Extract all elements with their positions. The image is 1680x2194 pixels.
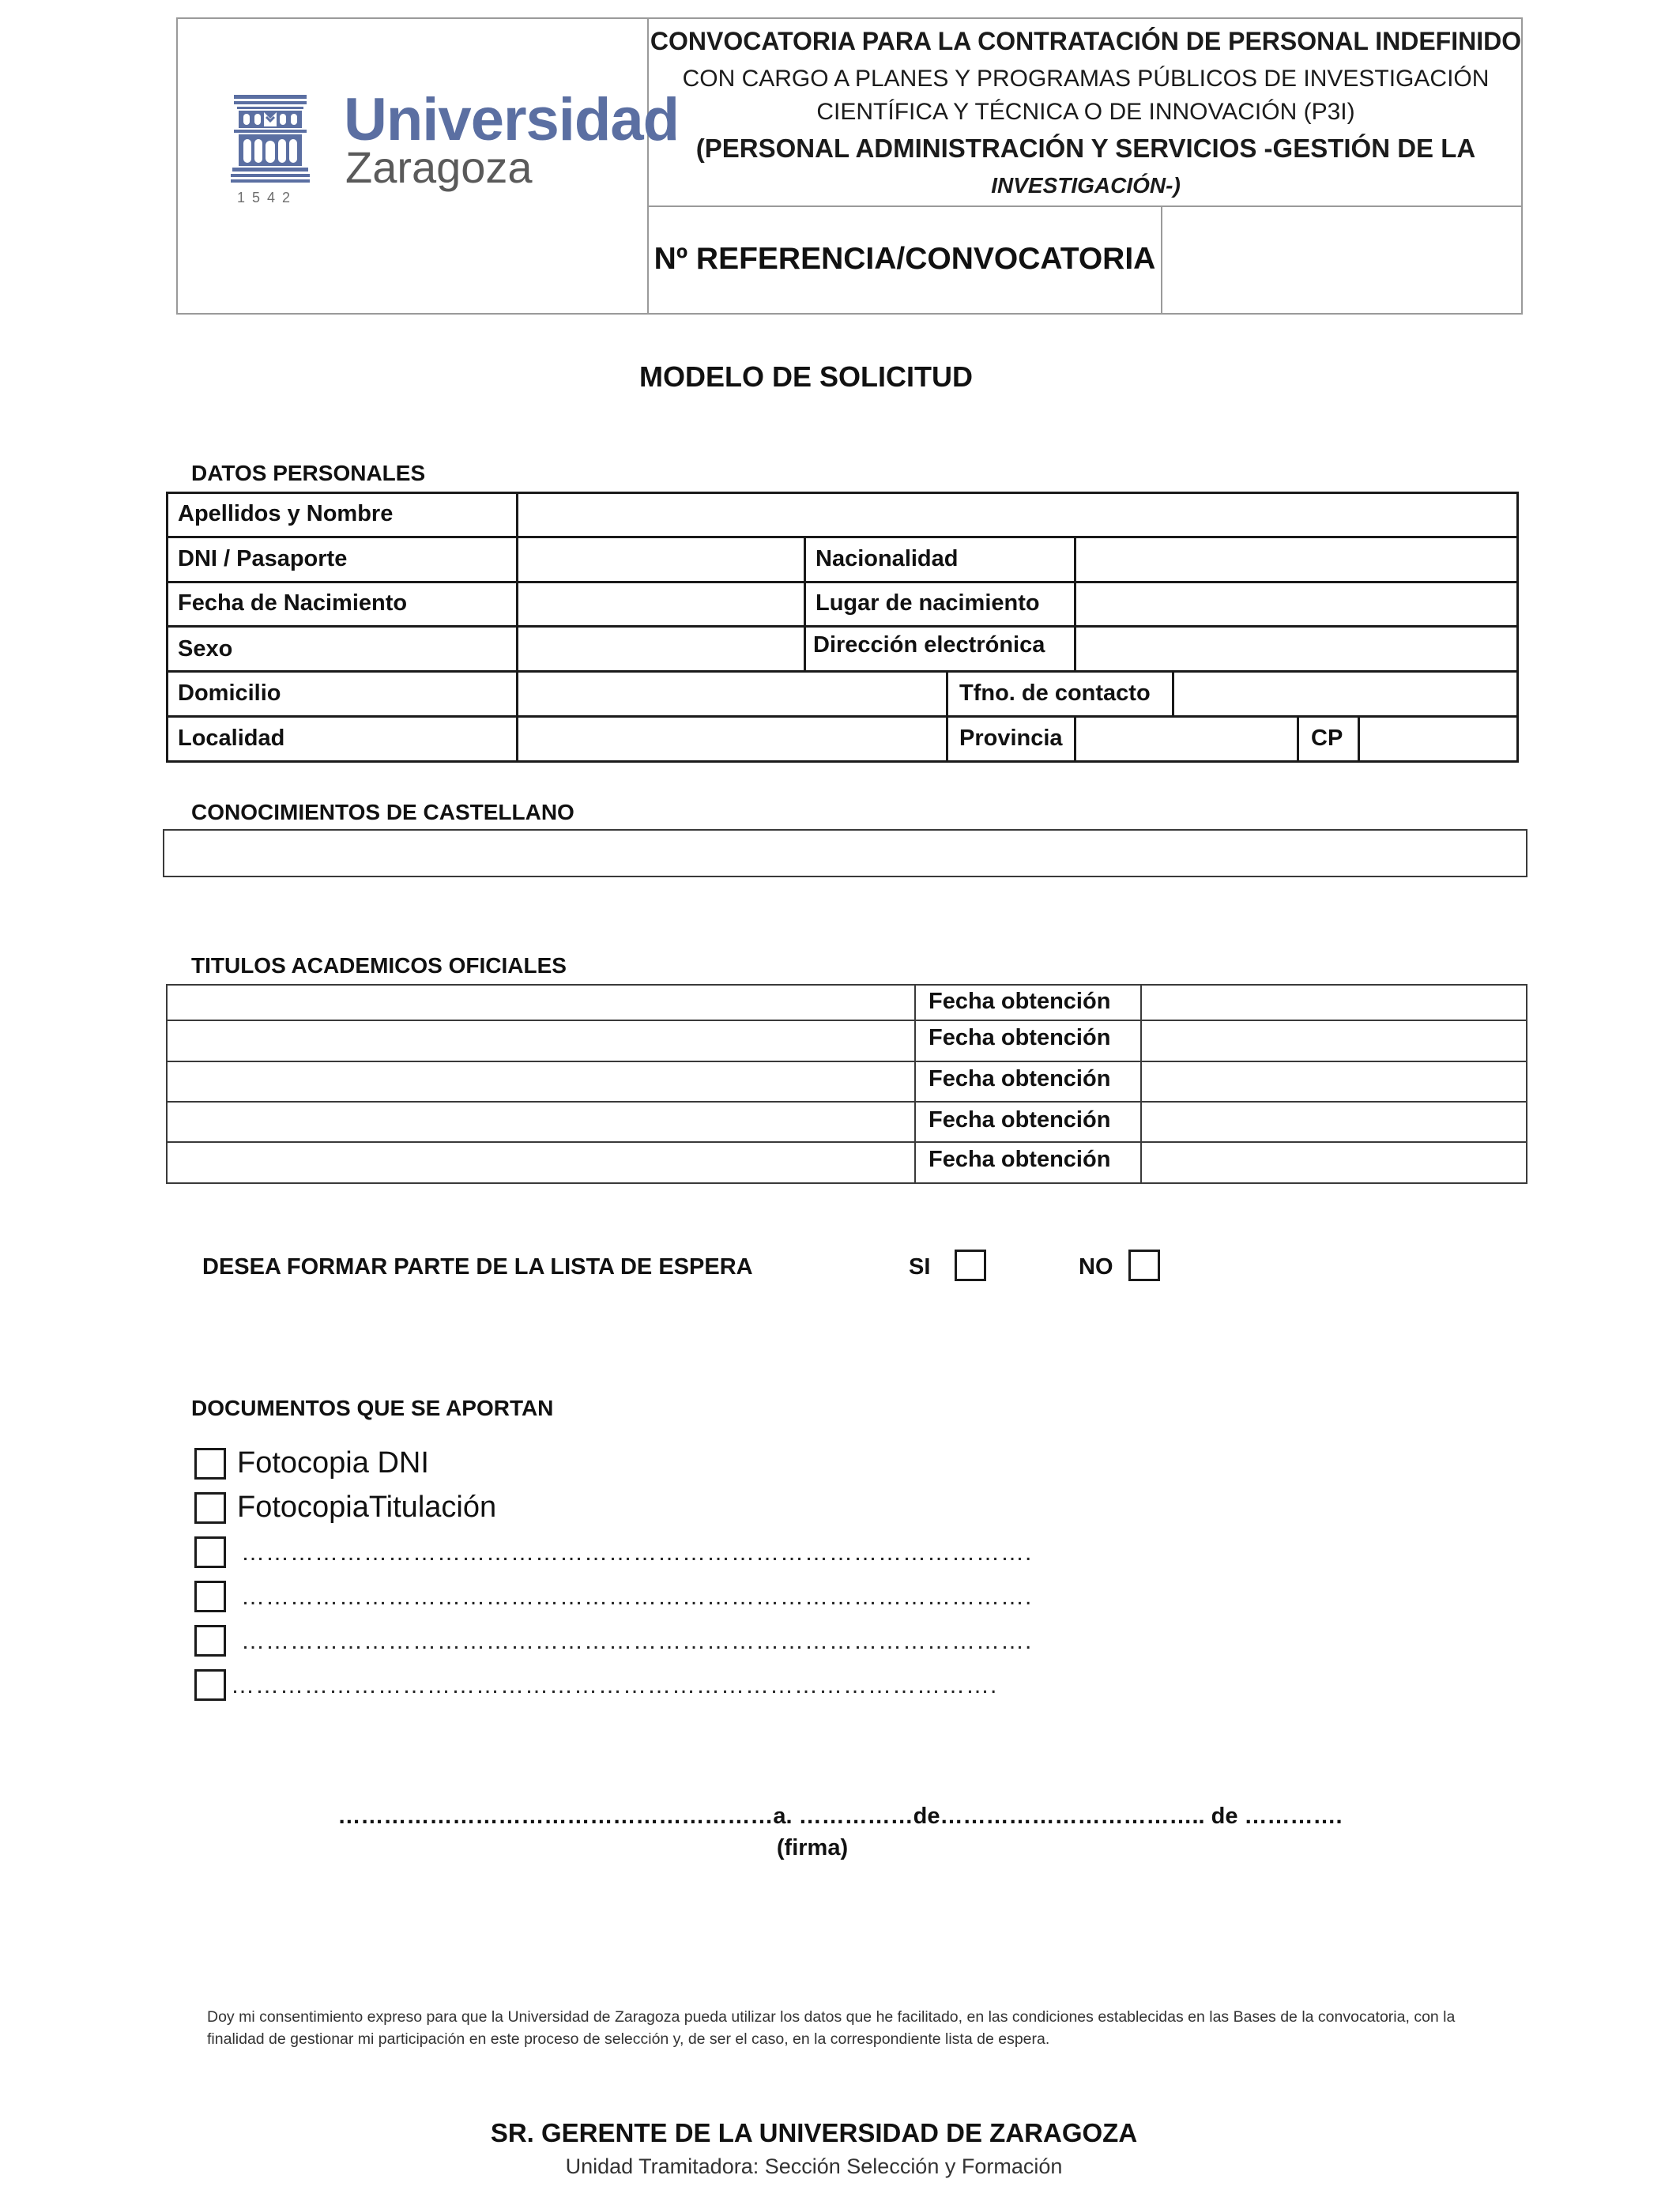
section-personal-data: DATOS PERSONALES — [191, 461, 426, 485]
titulo-fecha-input[interactable] — [1142, 986, 1526, 1020]
header-title-line-5: INVESTIGACIÓN-) — [991, 173, 1181, 198]
label-provincia: Provincia — [959, 726, 1063, 751]
label-localidad: Localidad — [178, 726, 285, 751]
titulo-fecha-label: Fecha obtención — [929, 989, 1111, 1014]
doc-other-blank[interactable]: …………………………………………………………………………………. — [231, 1672, 998, 1698]
label-email: Dirección electrónica — [813, 632, 1045, 658]
consent-text: Doy mi consentimiento expreso para que la Universidad de Zaragoza pueda utilizar los datos que he facilitado, en las condiciones establecidas en las Bases de la convocatoria, con la finalidad de gestionar mi participación en este proceso de selección y, de ser el caso, en la correspondiente lista de espera. — [207, 2008, 1456, 2048]
signature-label: (firma) — [776, 1835, 849, 1860]
header-title-line-2: CON CARGO A PLANES Y PROGRAMAS PÚBLICOS DE INVESTIGACIÓN — [682, 66, 1490, 92]
email-input[interactable] — [1076, 628, 1516, 670]
fecha-nacimiento-input[interactable] — [518, 583, 804, 625]
lugar-nacimiento-input[interactable] — [1076, 583, 1516, 625]
waiting-list-no-checkbox[interactable] — [1128, 1250, 1160, 1281]
titulo-input[interactable] — [168, 1062, 914, 1101]
signature-dateline[interactable]: …………………………………………………a. ……………de…………………………….. de …………. — [337, 1804, 1343, 1829]
reference-label: Nº REFERENCIA/CONVOCATORIA — [654, 242, 1156, 276]
titulo-fecha-input[interactable] — [1142, 1062, 1526, 1101]
doc-dni-label: Fotocopia DNI — [237, 1446, 429, 1480]
processing-unit: Unidad Tramitadora: Sección Selección y Formación — [565, 2154, 1063, 2178]
label-cp: CP — [1311, 726, 1343, 751]
university-emblem-icon — [231, 95, 310, 190]
logo-university-word: Universidad — [344, 86, 680, 153]
titulo-input[interactable] — [168, 1143, 914, 1182]
titulo-fecha-label: Fecha obtención — [929, 1025, 1111, 1050]
label-fecha-nacimiento: Fecha de Nacimiento — [178, 590, 408, 616]
doc-dni-checkbox[interactable] — [194, 1448, 226, 1480]
label-sexo: Sexo — [178, 636, 233, 662]
logo-year: 1542 — [237, 190, 298, 205]
page-title: MODELO DE SOLICITUD — [639, 360, 973, 393]
localidad-input[interactable] — [518, 718, 946, 760]
doc-other-blank[interactable]: ……………………………………………………………………………………. — [241, 1628, 1033, 1654]
titulo-fecha-label: Fecha obtención — [929, 1066, 1111, 1091]
logo-city-word: Zaragoza — [345, 142, 533, 192]
header-title-line-4: (PERSONAL ADMINISTRACIÓN Y SERVICIOS -GESTIÓN DE LA — [695, 134, 1476, 163]
titulo-input[interactable] — [168, 986, 914, 1020]
addressee: SR. GERENTE DE LA UNIVERSIDAD DE ZARAGOZA — [490, 2118, 1138, 2147]
reference-divider — [1161, 206, 1162, 315]
reference-input[interactable] — [1163, 207, 1520, 313]
dni-input[interactable] — [518, 538, 804, 581]
apellidos-input[interactable] — [518, 494, 1516, 536]
cp-input[interactable] — [1360, 718, 1516, 760]
castellano-input[interactable] — [163, 829, 1527, 877]
titulo-input[interactable] — [168, 1103, 914, 1141]
telefono-input[interactable] — [1174, 673, 1516, 715]
titulo-fecha-label: Fecha obtención — [929, 1107, 1111, 1133]
titulo-input[interactable] — [168, 1021, 914, 1061]
titulo-fecha-input[interactable] — [1142, 1103, 1526, 1141]
label-domicilio: Domicilio — [178, 680, 281, 706]
doc-other-checkbox[interactable] — [194, 1581, 226, 1612]
doc-other-checkbox[interactable] — [194, 1536, 226, 1568]
titulo-fecha-label: Fecha obtención — [929, 1147, 1111, 1172]
titulo-fecha-input[interactable] — [1142, 1143, 1526, 1182]
sexo-input[interactable] — [518, 628, 804, 670]
label-nacionalidad: Nacionalidad — [816, 546, 959, 571]
doc-other-blank[interactable]: ……………………………………………………………………………………. — [241, 1584, 1033, 1610]
label-telefono: Tfno. de contacto — [959, 680, 1151, 706]
section-documentos: DOCUMENTOS QUE SE APORTAN — [191, 1396, 554, 1420]
waiting-list-si-label: SI — [909, 1254, 931, 1280]
label-apellidos: Apellidos y Nombre — [178, 501, 394, 526]
waiting-list-no-label: NO — [1079, 1254, 1113, 1280]
label-dni: DNI / Pasaporte — [178, 546, 348, 571]
header-title-line-1: CONVOCATORIA PARA LA CONTRATACIÓN DE PERSONAL INDEFINIDO — [650, 27, 1522, 55]
section-castellano: CONOCIMIENTOS DE CASTELLANO — [191, 800, 574, 824]
header-title-line-3: CIENTÍFICA Y TÉCNICA O DE INNOVACIÓN (P3I) — [816, 99, 1355, 125]
doc-other-checkbox[interactable] — [194, 1625, 226, 1657]
doc-other-blank[interactable]: ……………………………………………………………………………………. — [241, 1540, 1033, 1566]
nacionalidad-input[interactable] — [1076, 538, 1516, 581]
doc-other-checkbox[interactable] — [194, 1669, 226, 1701]
section-titulos: TITULOS ACADEMICOS OFICIALES — [191, 953, 567, 978]
waiting-list-label: DESEA FORMAR PARTE DE LA LISTA DE ESPERA — [202, 1254, 753, 1280]
domicilio-input[interactable] — [518, 673, 946, 715]
doc-titulacion-label: FotocopiaTitulación — [237, 1491, 497, 1524]
titulo-fecha-input[interactable] — [1142, 1021, 1526, 1061]
label-lugar-nacimiento: Lugar de nacimiento — [816, 590, 1040, 616]
doc-titulacion-checkbox[interactable] — [194, 1492, 226, 1524]
provincia-input[interactable] — [1076, 718, 1297, 760]
waiting-list-si-checkbox[interactable] — [955, 1250, 986, 1281]
